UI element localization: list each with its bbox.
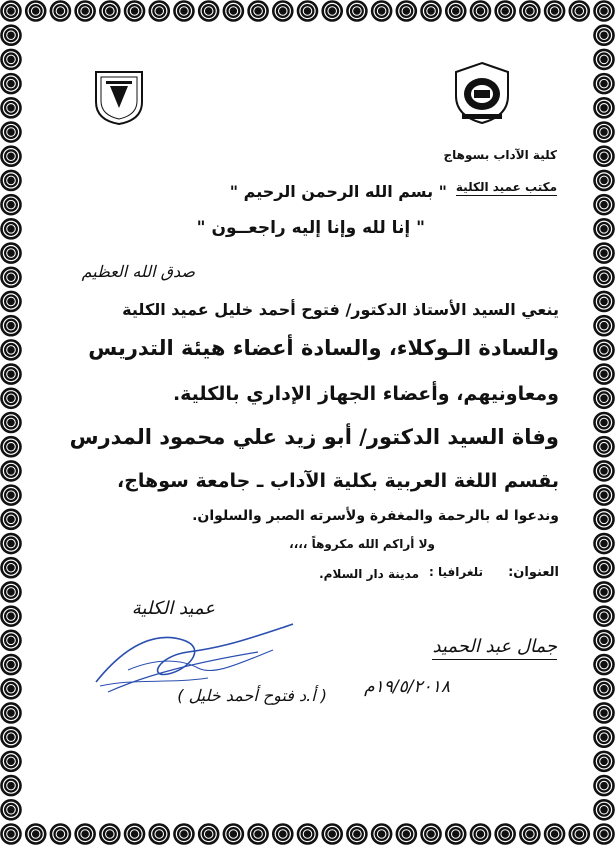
spiral-ornament — [595, 534, 614, 553]
spiral-ornament — [2, 316, 21, 335]
spiral-ornament — [520, 2, 539, 21]
spiral-ornament — [2, 413, 21, 432]
address-label: العنوان: — [508, 565, 559, 580]
spiral-ornament — [2, 26, 21, 45]
spiral-ornament — [446, 825, 465, 844]
telegram-label: تلغرافيا : — [429, 565, 483, 579]
spiral-ornament — [26, 2, 45, 21]
spiral-ornament — [595, 631, 614, 650]
spiral-ornament — [2, 728, 21, 747]
spiral-ornament — [2, 123, 21, 142]
spiral-ornament — [2, 74, 21, 93]
spiral-ornament — [2, 292, 21, 311]
spiral-ornament — [595, 340, 614, 359]
spiral-ornament — [595, 316, 614, 335]
spiral-ornament — [51, 2, 70, 21]
dean-office-label: مكتب عميد الكلية — [455, 180, 557, 194]
spiral-ornament — [2, 825, 21, 844]
spiral-ornament — [224, 825, 243, 844]
spiral-ornament — [273, 2, 292, 21]
spiral-ornament — [595, 2, 614, 21]
spiral-ornament — [520, 825, 539, 844]
spiral-ornament — [2, 437, 21, 456]
spiral-ornament — [595, 752, 614, 771]
spiral-ornament — [595, 703, 614, 722]
dean-name: ( أ.د فتوح أحمد خليل ) — [177, 686, 327, 705]
spiral-ornament — [174, 825, 193, 844]
spiral-ornament — [422, 825, 441, 844]
spiral-ornament — [595, 147, 614, 166]
handwritten-signature — [88, 612, 298, 712]
spiral-ornament — [2, 510, 21, 529]
spiral-ornament — [2, 50, 21, 69]
spiral-ornament — [347, 825, 366, 844]
signer-name: جمال عبد الحميد — [432, 636, 557, 660]
spiral-ornament — [249, 825, 268, 844]
spiral-ornament — [595, 365, 614, 384]
spiral-ornament — [496, 2, 515, 21]
spiral-ornament — [2, 389, 21, 408]
spiral-ornament — [595, 26, 614, 45]
spiral-ornament — [595, 437, 614, 456]
announcement-line-4: وفاة السيد الدكتور/ أبو زيد علي محمود المدرس — [69, 425, 559, 449]
announcement-line-2: والسادة الـوكلاء، والسادة أعضاء هيئة التدريس — [88, 336, 559, 360]
spiral-ornament — [347, 2, 366, 21]
spiral-ornament — [372, 825, 391, 844]
spiral-ornament — [2, 486, 21, 505]
spiral-ornament — [2, 776, 21, 795]
spiral-ornament — [372, 2, 391, 21]
spiral-ornament — [595, 728, 614, 747]
spiral-ornament — [298, 825, 317, 844]
spiral-ornament — [595, 582, 614, 601]
quran-verse: " إنا لله وإنا إليه راجعــون " — [196, 218, 425, 238]
basmala: " بسم الله الرحمن الرحيم " — [229, 182, 447, 201]
spiral-ornament — [422, 2, 441, 21]
spiral-ornament — [595, 98, 614, 117]
spiral-ornament — [2, 171, 21, 190]
spiral-ornament — [595, 510, 614, 529]
college-name: كلية الآداب بسوهاج — [443, 148, 557, 162]
prayer-line: وندعوا له بالرحمة والمغفرة ولأسرته الصبر والسلوان. — [192, 508, 559, 524]
spiral-ornament — [224, 2, 243, 21]
spiral-ornament — [2, 582, 21, 601]
spiral-ornament — [2, 534, 21, 553]
spiral-ornament — [2, 219, 21, 238]
spiral-ornament — [100, 2, 119, 21]
spiral-ornament — [125, 2, 144, 21]
spiral-ornament — [471, 2, 490, 21]
spiral-ornament — [2, 679, 21, 698]
spiral-ornament — [446, 2, 465, 21]
spiral-ornament — [2, 752, 21, 771]
spiral-ornament — [595, 219, 614, 238]
spiral-ornament — [397, 825, 416, 844]
spiral-ornament — [496, 825, 515, 844]
spiral-ornament — [2, 631, 21, 650]
spiral-ornament — [595, 776, 614, 795]
document-date: ١٩/٥/٢٠١٨م — [364, 677, 450, 697]
spiral-ornament — [595, 413, 614, 432]
spiral-ornament — [2, 607, 21, 626]
spiral-ornament — [595, 74, 614, 93]
spiral-ornament — [545, 2, 564, 21]
spiral-ornament — [595, 558, 614, 577]
spiral-ornament — [595, 679, 614, 698]
spiral-ornament — [570, 2, 589, 21]
spiral-ornament — [595, 171, 614, 190]
announcement-line-3: ومعاونيهم، وأعضاء الجهاز الإداري بالكلية. — [172, 383, 559, 405]
dean-title: عميد الكلية — [131, 598, 215, 619]
spiral-ornament — [2, 365, 21, 384]
spiral-ornament — [174, 2, 193, 21]
spiral-ornament — [26, 825, 45, 844]
address-city: مدينة دار السلام. — [319, 567, 419, 581]
spiral-ornament — [545, 825, 564, 844]
spiral-ornament — [249, 2, 268, 21]
university-seal-logo — [92, 68, 146, 126]
spiral-ornament — [199, 825, 218, 844]
spiral-ornament — [2, 98, 21, 117]
spiral-ornament — [595, 195, 614, 214]
spiral-ornament — [76, 2, 95, 21]
spiral-ornament — [2, 147, 21, 166]
spiral-ornament — [471, 825, 490, 844]
spiral-ornament — [595, 50, 614, 69]
spiral-ornament — [595, 655, 614, 674]
announcement-line-5: بقسم اللغة العربية بكلية الآداب ـ جامعة سوهاج، — [117, 470, 559, 492]
spiral-ornament — [595, 123, 614, 142]
spiral-ornament — [125, 825, 144, 844]
spiral-ornament — [298, 2, 317, 21]
spiral-ornament — [595, 825, 614, 844]
spiral-ornament — [2, 558, 21, 577]
spiral-ornament — [323, 825, 342, 844]
spiral-ornament — [595, 461, 614, 480]
sadaq-allah: صدق الله العظيم — [81, 262, 195, 281]
spiral-ornament — [2, 244, 21, 263]
spiral-ornament — [397, 2, 416, 21]
spiral-ornament — [2, 340, 21, 359]
announcement-line-1: ينعي السيد الأستاذ الدكتور/ فتوح أحمد خليل عميد الكلية — [122, 300, 559, 319]
spiral-ornament — [2, 655, 21, 674]
spiral-ornament — [595, 486, 614, 505]
spiral-ornament — [595, 389, 614, 408]
spiral-ornament — [76, 825, 95, 844]
spiral-ornament — [595, 268, 614, 287]
spiral-ornament — [2, 268, 21, 287]
spiral-ornament — [595, 244, 614, 263]
spiral-ornament — [100, 825, 119, 844]
spiral-ornament — [2, 703, 21, 722]
college-seal-logo — [452, 60, 512, 126]
spiral-ornament — [595, 800, 614, 819]
spiral-ornament — [199, 2, 218, 21]
spiral-ornament — [2, 2, 21, 21]
spiral-ornament — [2, 461, 21, 480]
spiral-ornament — [273, 825, 292, 844]
spiral-ornament — [595, 292, 614, 311]
spiral-ornament — [2, 800, 21, 819]
spiral-ornament — [595, 607, 614, 626]
spiral-ornament — [51, 825, 70, 844]
spiral-ornament — [323, 2, 342, 21]
spiral-ornament — [570, 825, 589, 844]
spiral-ornament — [2, 195, 21, 214]
spiral-ornament — [150, 2, 169, 21]
spiral-ornament — [150, 825, 169, 844]
closing-line: ولا أراكم الله مكروهاً ،،،، — [289, 537, 435, 551]
